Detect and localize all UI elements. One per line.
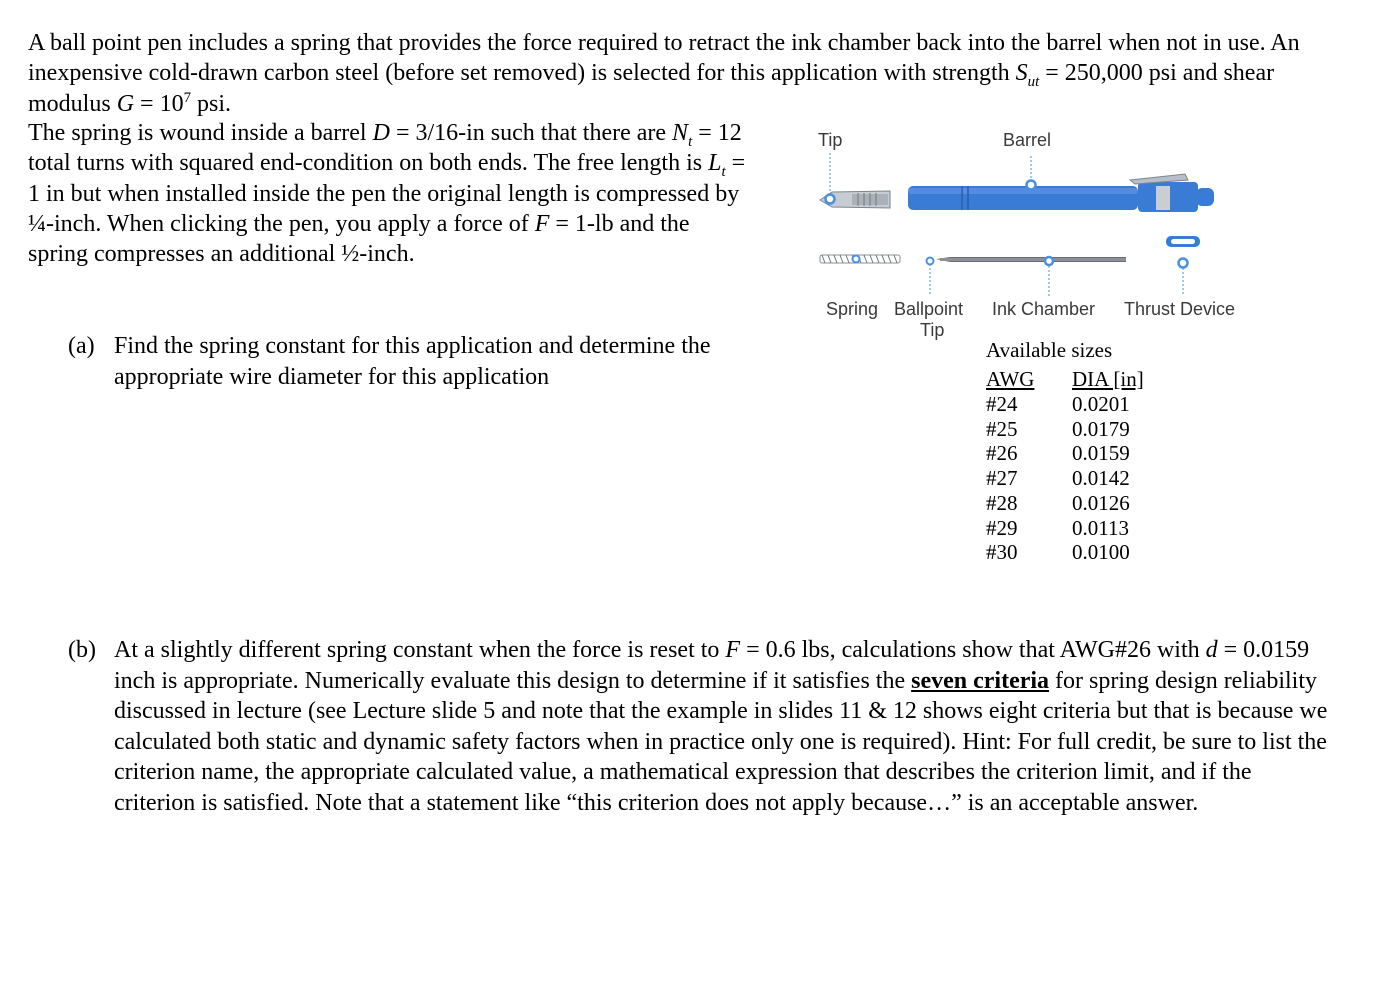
spring-marker bbox=[853, 256, 860, 263]
dia-cell: 0.0201 bbox=[1072, 392, 1130, 416]
label-ink-chamber: Ink Chamber bbox=[992, 299, 1096, 319]
seven-criteria-emphasis: seven criteria bbox=[911, 667, 1050, 694]
label-ballpoint: Ballpoint bbox=[894, 299, 964, 319]
spring-text-1: The spring is wound inside a barrel bbox=[28, 120, 373, 146]
spring-text-4: = 1 in but when installed inside the pen the original length is compressed by ¼-inch. When clicking the pen, you apply a force of bbox=[28, 150, 746, 237]
ink-chamber-part bbox=[936, 257, 1126, 262]
awg-cell: #28 bbox=[986, 490, 1018, 515]
dia-cell: 0.0159 bbox=[1072, 441, 1130, 466]
part-b-label: (b) bbox=[68, 637, 96, 663]
dia-cell: 0.0142 bbox=[1072, 466, 1130, 491]
table-row bbox=[986, 491, 1206, 516]
sizes-title: Available sizes bbox=[986, 338, 1113, 362]
table-row bbox=[986, 516, 1206, 541]
part-a-text: Find the spring constant for this application and determine the appropriate wire diameter for this application bbox=[114, 333, 711, 390]
pen-figure bbox=[790, 118, 1260, 348]
thrust-device-part bbox=[1166, 236, 1200, 247]
part-b-text-4: for spring design reliability discussed in lecture (see Lecture slide 5 and note that the example in slides 11 & 12 shows eight criteria but that is because we calculated both static and dynamic safety factors when in practice only one is required). Hint: For full credit, be sure to list the criterion name, the appropriate calculated value, a mathematical expression that describes the criterion limit, and if the criterion is satisfied. Note that a statement like “this criterion does not apply because…” is an acceptable answer. bbox=[114, 667, 1328, 816]
intro-text-1: A ball point pen includes a spring that provides the force required to retract the ink chamber back into the barrel when not in use. An inexpensive cold-drawn carbon steel (before set removed) is selected for this application with strength bbox=[28, 30, 1300, 87]
l-symbol: L bbox=[708, 150, 722, 177]
dia-cell: 0.0100 bbox=[1072, 540, 1130, 565]
g-symbol: G bbox=[116, 90, 135, 117]
table-row bbox=[986, 392, 1206, 417]
exponent: 7 bbox=[183, 89, 192, 106]
label-thrust-device: Thrust Device bbox=[1124, 299, 1236, 319]
spring-text-3: = 12 total turns with squared end-condition on both ends. The free length is bbox=[28, 120, 742, 177]
d-symbol: d bbox=[1205, 637, 1218, 663]
thrust-device-marker bbox=[1179, 259, 1188, 268]
awg-cell: #29 bbox=[986, 515, 1018, 540]
l-subscript: t bbox=[721, 164, 726, 181]
n-symbol: N bbox=[672, 120, 689, 146]
table-row bbox=[986, 466, 1206, 491]
barrel-marker bbox=[1027, 181, 1036, 190]
dia-cell: 0.0179 bbox=[1072, 416, 1130, 441]
awg-cell: #25 bbox=[986, 416, 1018, 441]
awg-cell: #30 bbox=[986, 540, 1018, 565]
intro-text-3: = 10 bbox=[134, 90, 184, 117]
intro-paragraph bbox=[28, 28, 1348, 119]
awg-cell: #26 bbox=[986, 441, 1018, 466]
part-b-text-3: = 0.0159 inch is appropriate. Numerically evaluate this design to determine if it satisfies the bbox=[114, 637, 1310, 694]
sut-subscript: ut bbox=[1027, 74, 1040, 91]
tip-marker bbox=[826, 195, 835, 204]
intro-text-2: = 250,000 psi and shear modulus bbox=[28, 60, 1275, 117]
dia-cell: 0.0113 bbox=[1072, 515, 1129, 540]
ink-chamber-marker bbox=[1045, 257, 1053, 265]
label-spring: Spring bbox=[826, 299, 879, 319]
table-row bbox=[986, 540, 1206, 565]
table-row bbox=[986, 441, 1206, 466]
awg-cell: #24 bbox=[986, 392, 1018, 416]
label-tip: Tip bbox=[818, 130, 843, 150]
dia-cell: 0.0126 bbox=[1072, 490, 1130, 515]
part-a-label: (a) bbox=[68, 333, 95, 359]
part-b-text-2: = 0.6 lbs, calculations show that AWG#26 with bbox=[740, 637, 1206, 663]
d-symbol: D bbox=[372, 120, 390, 146]
awg-cell: #27 bbox=[986, 466, 1018, 491]
spring-description bbox=[28, 118, 748, 269]
barrel-part bbox=[908, 174, 1214, 212]
ballpoint-marker bbox=[927, 258, 934, 265]
part-b-text bbox=[114, 635, 1334, 818]
header-dia: DIA [in] bbox=[1072, 367, 1144, 391]
n-subscript: t bbox=[688, 133, 693, 150]
spring-text-2: = 3/16-in such that there are bbox=[389, 120, 673, 146]
f-symbol: F bbox=[725, 637, 741, 663]
label-ballpoint-tip: Tip bbox=[920, 320, 945, 340]
intro-text-4: psi. bbox=[191, 90, 232, 117]
label-barrel: Barrel bbox=[1003, 130, 1052, 150]
header-awg: AWG bbox=[986, 367, 1035, 391]
f-symbol: F bbox=[534, 210, 550, 237]
part-b-text-1: At a slightly different spring constant when the force is reset to bbox=[114, 637, 726, 663]
spring-text-5: = 1-lb and the spring compresses an additional ½-inch. bbox=[28, 210, 690, 268]
sut-symbol: S bbox=[1015, 60, 1028, 87]
table-row bbox=[986, 417, 1206, 442]
